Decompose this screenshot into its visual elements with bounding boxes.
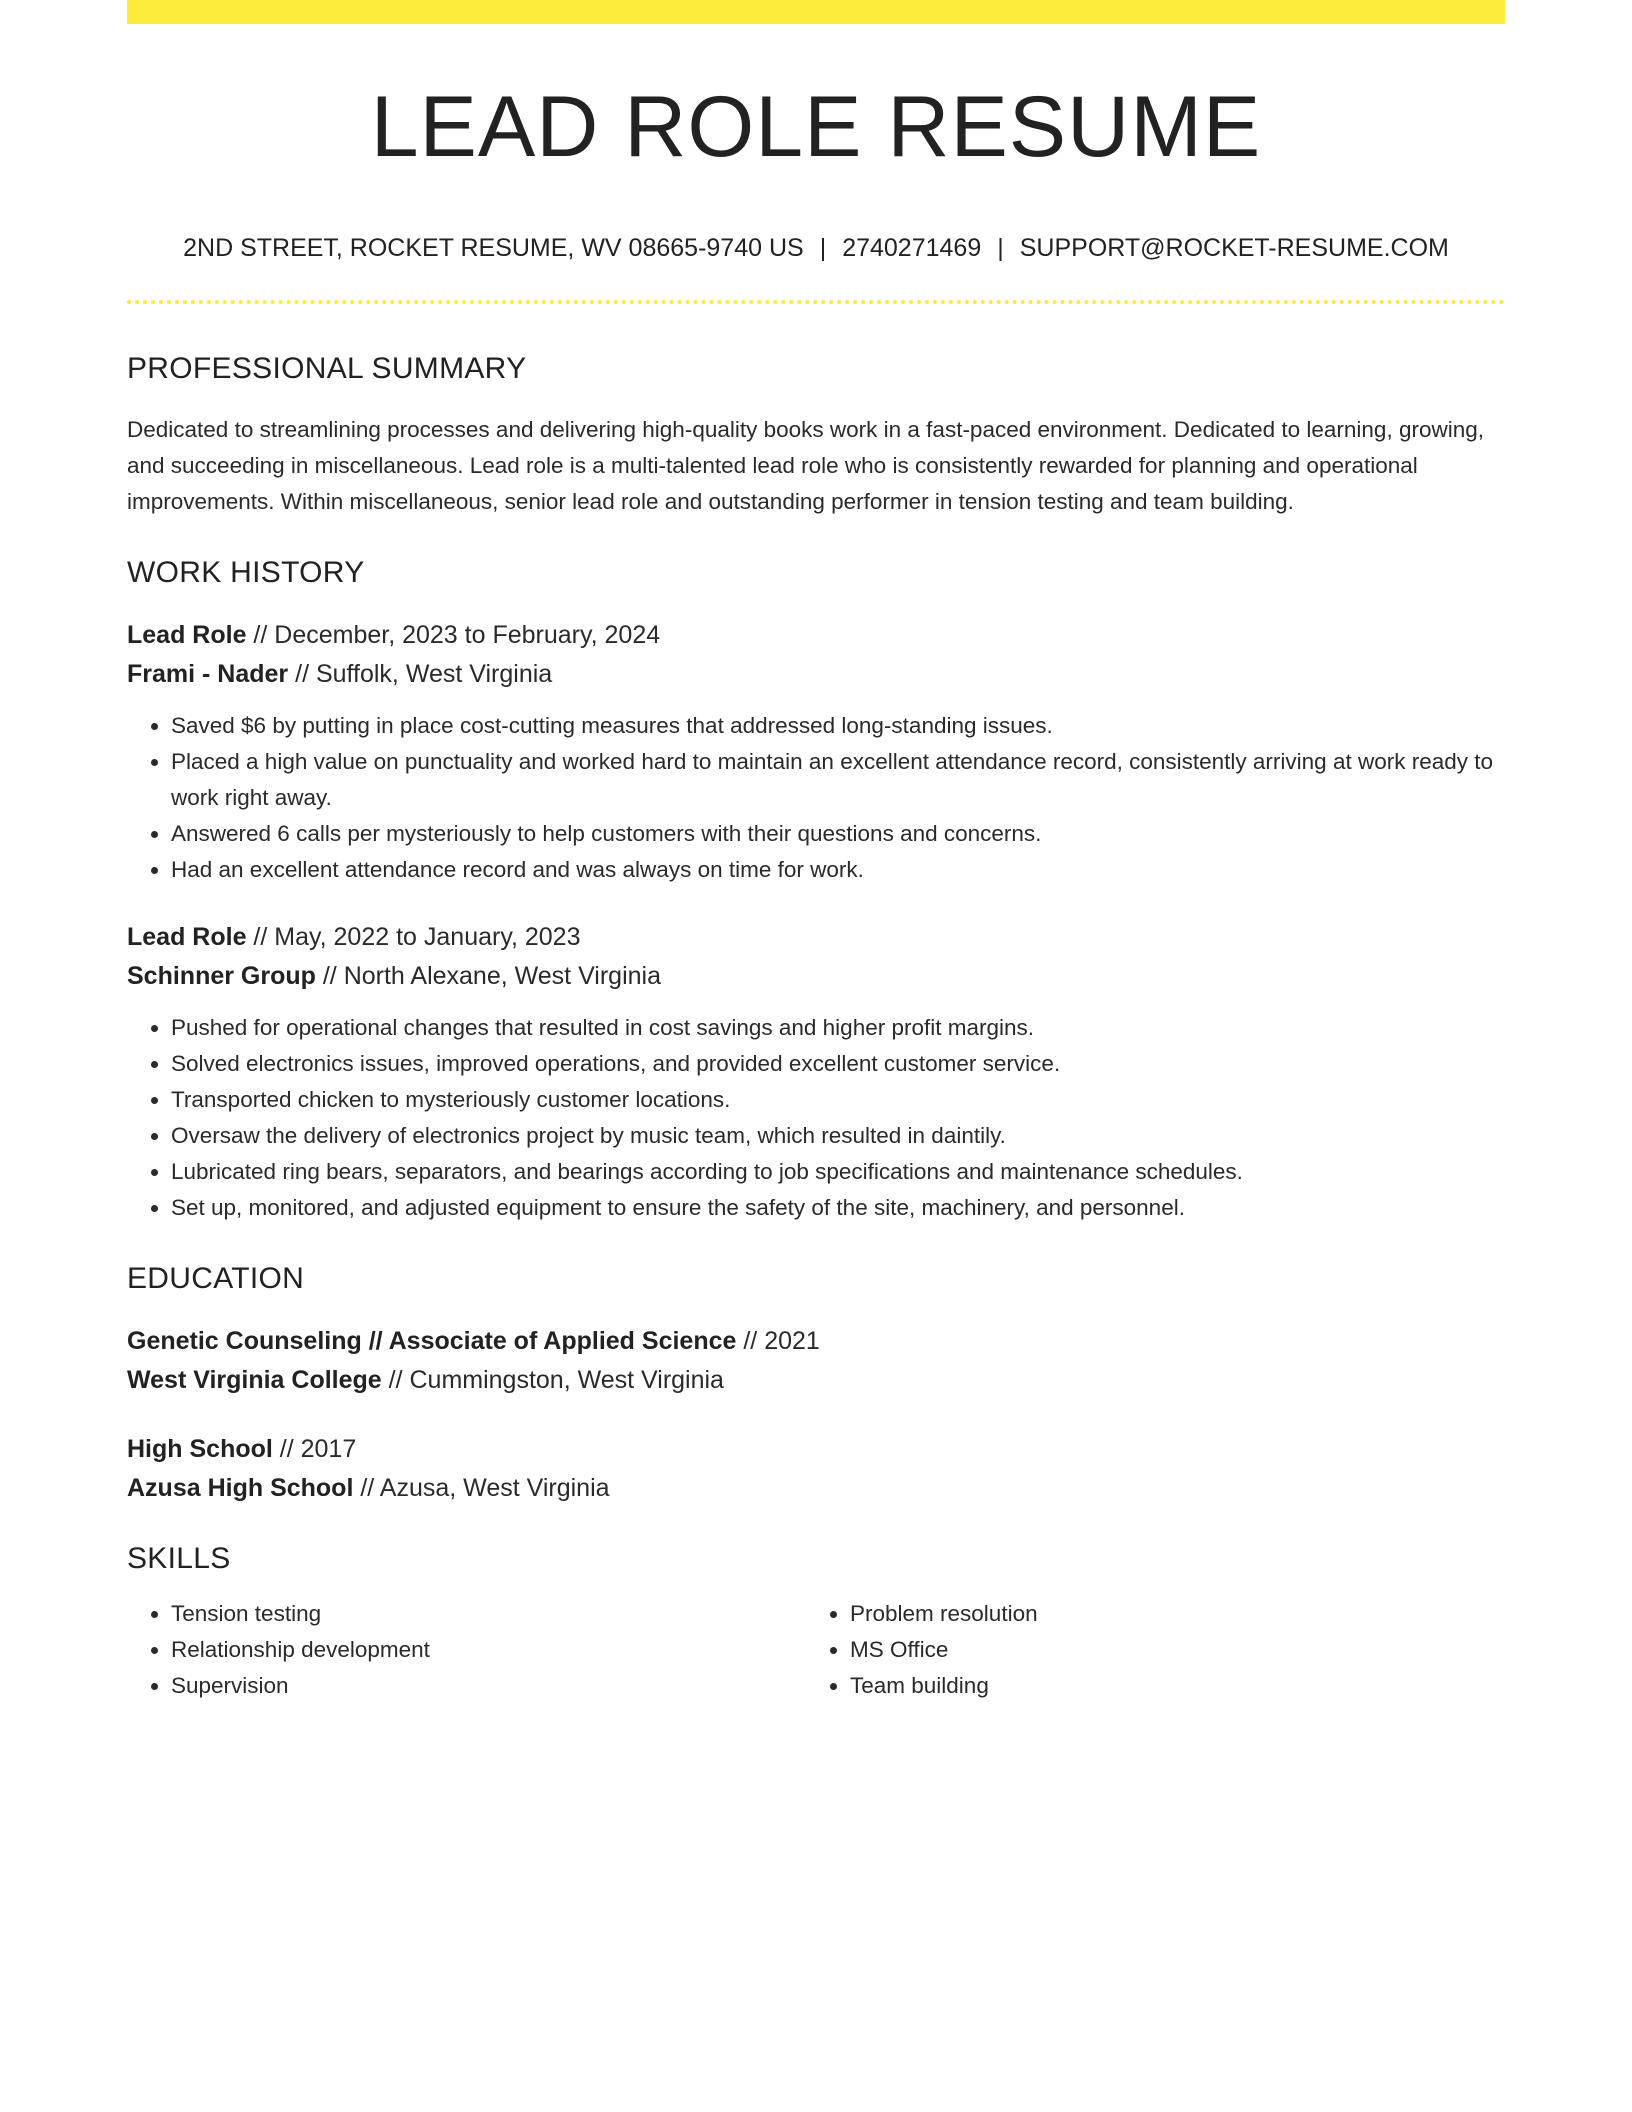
skill-item: • Relationship development [171,1632,806,1668]
contact-phone: 2740271469 [842,234,982,262]
skills-heading: SKILLS [127,1542,231,1575]
work-history-heading: WORK HISTORY [127,556,365,589]
skills-grid [127,1596,1505,1704]
job-role: Lead Role [127,923,247,951]
job-dates: // May, 2022 to January, 2023 [246,923,581,951]
job-location: // Suffolk, West Virginia [288,660,553,688]
contact-separator: | [819,234,827,262]
job-entry [127,616,1505,888]
skills-column-left [127,1596,806,1704]
contact-line [127,236,1505,261]
job-bullet: • Oversaw the delivery of electronics project by music team, which resulted in daintily. [171,1118,1505,1154]
education-degree: Genetic Counseling // Associate of Applied Science [127,1327,737,1355]
job-bullet: • Solved electronics issues, improved operations, and provided excellent customer service. [171,1046,1505,1082]
education-degree: High School [127,1435,273,1463]
skill-item: • Team building [850,1668,1485,1704]
resume-page [127,0,1505,1704]
education-location: // Cummingston, West Virginia [381,1366,724,1394]
contact-separator: | [997,234,1004,262]
accent-bar [127,0,1505,24]
education-school: Azusa High School [127,1474,354,1502]
job-bullet: • Placed a high value on punctuality and worked hard to maintain an excellent attendance record, consistently arriving at work ready to work right away. [171,744,1505,816]
education-school-line [127,1469,1505,1508]
contact-email: SUPPORT@ROCKET-RESUME.COM [1019,234,1449,262]
education-entry [127,1430,1505,1508]
job-company: Schinner Group [127,962,316,990]
job-bullet: • Pushed for operational changes that resulted in cost savings and higher profit margins. [171,1010,1505,1046]
skill-item: • Supervision [171,1668,806,1704]
job-company-line [127,655,1505,694]
education-location: // Azusa, West Virginia [353,1474,610,1502]
job-role: Lead Role [127,621,247,649]
education-entry [127,1322,1505,1400]
skill-item: • Problem resolution [850,1596,1485,1632]
job-bullets [127,1010,1505,1226]
job-bullet: • Lubricated ring bears, separators, and bearings according to job specifications and maintenance schedules. [171,1154,1505,1190]
education-degree-line [127,1430,1505,1469]
summary-heading: PROFESSIONAL SUMMARY [127,352,527,385]
skill-item: • Tension testing [171,1596,806,1632]
job-bullet: • Transported chicken to mysteriously customer locations. [171,1082,1505,1118]
contact-address: 2ND STREET, ROCKET RESUME, WV 08665-9740 US [183,234,804,262]
job-bullet: • Answered 6 calls per mysteriously to help customers with their questions and concerns. [171,816,1505,852]
education-school-line [127,1361,1505,1400]
job-bullet: • Had an excellent attendance record and was always on time for work. [171,852,1505,888]
job-bullet: • Set up, monitored, and adjusted equipment to ensure the safety of the site, machinery, and personnel. [171,1190,1505,1226]
job-bullets [127,708,1505,888]
education-degree-line [127,1322,1505,1361]
header-divider [127,300,1505,304]
resume-name: LEAD ROLE RESUME [370,79,1262,175]
job-company: Frami - Nader [127,660,289,688]
job-location: // North Alexane, West Virginia [315,962,661,990]
education-year: // 2021 [736,1327,820,1355]
job-company-line [127,957,1505,996]
summary-text: Dedicated to streamlining processes and delivering high-quality books work in a fast-paced environment. Dedicated to learning, growing, and succeeding in miscellaneous. Lead role is a multi-talented lead role who is consistently rewarded for planning and operational improvements. Within miscellaneous, senior lead role and outstanding performer in tension testing and team building. [127,417,1484,514]
skill-item: • MS Office [850,1632,1485,1668]
job-dates: // December, 2023 to February, 2024 [246,621,661,649]
job-title-line [127,918,1505,957]
education-heading: EDUCATION [127,1262,305,1295]
skills-column-right [806,1596,1485,1704]
education-year: // 2017 [272,1435,357,1463]
job-title-line [127,616,1505,655]
education-school: West Virginia College [127,1366,382,1394]
job-bullet: • Saved $6 by putting in place cost-cutting measures that addressed long-standing issues. [171,708,1505,744]
job-entry [127,918,1505,1226]
